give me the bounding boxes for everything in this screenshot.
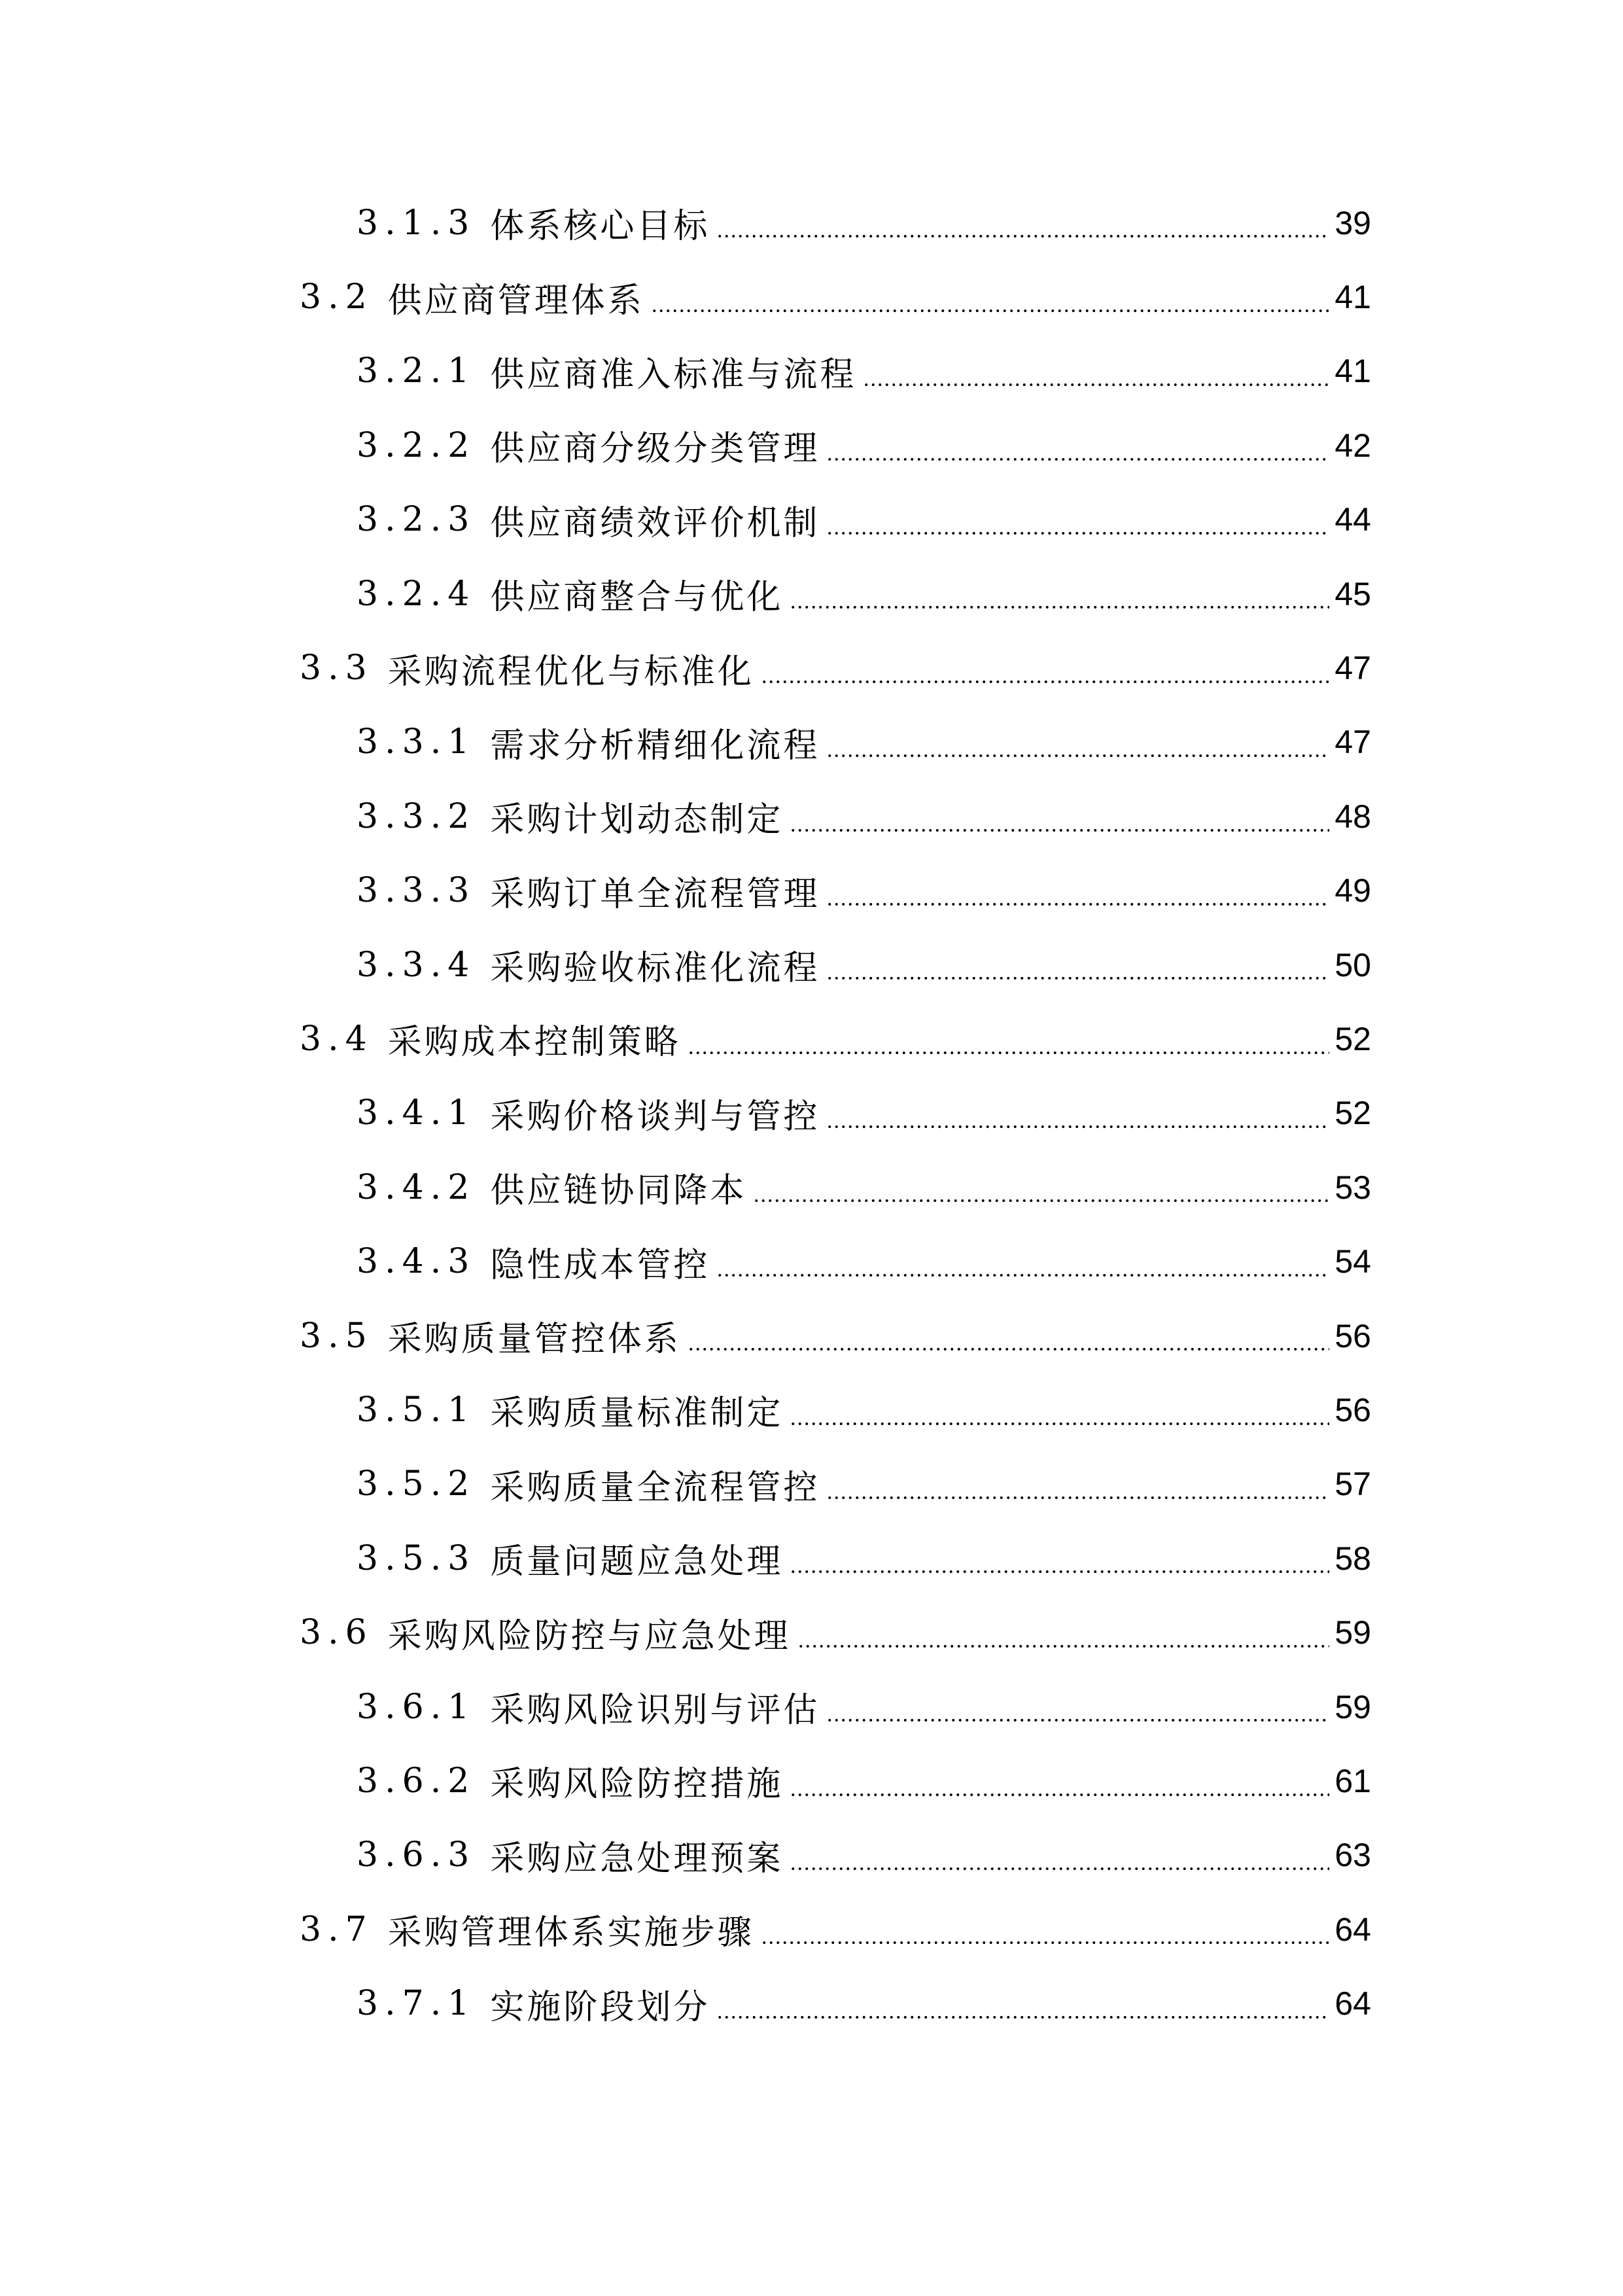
toc-entry-number: 3.2.1 [357,351,476,391]
toc-entry-page-number: 41 [1335,279,1371,316]
toc-entry[interactable] [0,1670,1623,1744]
toc-entry-title: 采购质量管控体系 [387,1320,681,1360]
toc-entry[interactable] [0,1224,1623,1298]
toc-entry-number: 3.2.2 [357,425,476,465]
toc-entry-number: 3.7 [300,1909,374,1949]
toc-dot-leader [716,2016,1329,2019]
toc-entry-number: 3.7.1 [357,1984,476,2024]
toc-dot-leader [826,1496,1329,1499]
toc-dot-leader [716,235,1329,238]
toc-dot-leader [826,532,1329,535]
toc-entry[interactable] [0,1966,1623,2040]
toc-entry[interactable] [0,334,1623,408]
toc-entry-page-number: 52 [1335,1020,1371,1057]
toc-entry-number: 3.5 [300,1316,374,1356]
toc-dot-leader [790,606,1329,609]
toc-dot-leader [826,1125,1329,1128]
toc-entry-title: 采购订单全流程管理 [490,874,820,914]
toc-entry-page-number: 63 [1335,1837,1371,1874]
toc-entry-page-number: 45 [1335,575,1371,612]
toc-entry-title: 采购应急处理预案 [490,1839,784,1879]
toc-dot-leader [753,1199,1329,1202]
toc-entry-number: 3.3.1 [357,722,476,762]
toc-entry-page-number: 54 [1335,1243,1371,1280]
toc-entry-page-number: 59 [1335,1614,1371,1651]
toc-entry-number: 3.4.1 [357,1093,476,1133]
toc-entry[interactable] [0,483,1623,557]
toc-entry-number: 3.3 [300,648,374,688]
toc-entry-title: 采购验收标准化流程 [490,949,820,989]
toc-entry[interactable] [0,1002,1623,1076]
toc-entry-number: 3.6.2 [357,1761,476,1801]
toc-entry-title: 供应商整合与优化 [490,578,784,618]
toc-entry[interactable] [0,854,1623,928]
toc-entry[interactable] [0,1595,1623,1669]
toc-entry-title: 采购计划动态制定 [490,800,784,840]
toc-entry-page-number: 42 [1335,427,1371,464]
toc-entry-page-number: 50 [1335,946,1371,983]
toc-dot-leader [826,903,1329,906]
toc-entry[interactable] [0,260,1623,334]
toc-entry-page-number: 47 [1335,650,1371,687]
toc-entry[interactable] [0,1744,1623,1818]
table-of-contents [0,186,1623,2041]
toc-dot-leader [790,1422,1329,1425]
toc-dot-leader [716,1274,1329,1277]
toc-entry-page-number: 58 [1335,1540,1371,1577]
toc-entry-title: 采购流程优化与标准化 [387,652,754,692]
toc-entry-title: 供应商分级分类管理 [490,429,820,469]
toc-dot-leader [790,1793,1329,1796]
toc-dot-leader [688,1348,1330,1351]
toc-entry-page-number: 52 [1335,1095,1371,1132]
toc-entry-page-number: 64 [1335,1985,1371,2022]
toc-entry-page-number: 56 [1335,1317,1371,1354]
toc-entry-number: 3.4 [300,1019,374,1059]
toc-entry-number: 3.5.2 [357,1464,476,1504]
toc-entry-title: 采购质量全流程管控 [490,1468,820,1508]
toc-entry-number: 3.1.3 [357,203,476,243]
toc-entry-title: 供应商准入标准与流程 [490,355,857,395]
toc-dot-leader [761,1941,1330,1944]
toc-dot-leader [790,1570,1329,1573]
toc-entry-title: 采购风险防控与应急处理 [387,1616,791,1656]
toc-entry-title: 实施阶段划分 [490,1987,710,2027]
toc-entry-page-number: 47 [1335,724,1371,761]
toc-dot-leader [826,754,1329,757]
toc-dot-leader [790,829,1329,832]
toc-entry-title: 供应商绩效评价机制 [490,503,820,543]
toc-entry[interactable] [0,705,1623,779]
toc-entry-number: 3.2.3 [357,500,476,540]
toc-dot-leader [790,1867,1329,1870]
toc-entry[interactable] [0,1373,1623,1447]
toc-entry-page-number: 41 [1335,353,1371,390]
toc-entry-page-number: 39 [1335,204,1371,241]
toc-entry[interactable] [0,408,1623,482]
toc-entry-title: 供应链协同降本 [490,1171,747,1211]
toc-entry-number: 3.2.4 [357,574,476,614]
toc-entry[interactable] [0,1521,1623,1595]
toc-entry-number: 3.3.2 [357,796,476,836]
toc-entry-number: 3.4.3 [357,1242,476,1282]
toc-entry[interactable] [0,1076,1623,1150]
toc-entry[interactable] [0,928,1623,1002]
toc-entry-title: 需求分析精细化流程 [490,726,820,766]
toc-entry[interactable] [0,1447,1623,1521]
toc-entry-number: 3.6.1 [357,1687,476,1727]
toc-entry[interactable] [0,557,1623,631]
toc-entry[interactable] [0,1892,1623,1966]
toc-dot-leader [826,1719,1329,1722]
toc-entry-page-number: 49 [1335,872,1371,910]
toc-dot-leader [688,1051,1330,1054]
toc-entry-page-number: 57 [1335,1466,1371,1503]
toc-entry-title: 采购价格谈判与管控 [490,1097,820,1137]
toc-entry[interactable] [0,1818,1623,1892]
toc-entry-number: 3.4.2 [357,1167,476,1207]
toc-entry-page-number: 59 [1335,1688,1371,1725]
toc-entry-title: 采购风险识别与评估 [490,1691,820,1730]
toc-entry-page-number: 61 [1335,1762,1371,1799]
toc-entry-page-number: 64 [1335,1911,1371,1948]
toc-entry-title: 采购质量标准制定 [490,1394,784,1434]
toc-entry-title: 质量问题应急处理 [490,1542,784,1582]
toc-entry-number: 3.3.4 [357,945,476,985]
toc-entry[interactable] [0,631,1623,705]
toc-dot-leader [797,1645,1330,1648]
toc-entry[interactable] [0,1150,1623,1224]
toc-entry-number: 3.5.3 [357,1538,476,1578]
toc-entry-page-number: 44 [1335,501,1371,539]
toc-entry-number: 3.3.3 [357,871,476,911]
toc-dot-leader [651,309,1330,312]
toc-entry-title: 采购管理体系实施步骤 [387,1913,754,1953]
toc-entry-title: 采购成本控制策略 [387,1023,681,1063]
toc-entry-number: 3.6 [300,1613,374,1653]
toc-entry-page-number: 48 [1335,798,1371,835]
toc-entry-title: 体系核心目标 [490,207,710,247]
toc-entry-title: 隐性成本管控 [490,1245,710,1285]
toc-dot-leader [826,977,1329,980]
toc-entry-page-number: 56 [1335,1391,1371,1428]
toc-entry-title: 采购风险防控措施 [490,1765,784,1805]
toc-dot-leader [863,383,1329,386]
toc-entry[interactable] [0,186,1623,260]
toc-dot-leader [826,458,1329,461]
toc-entry-page-number: 53 [1335,1169,1371,1206]
toc-entry-number: 3.5.1 [357,1390,476,1430]
toc-entry-number: 3.6.3 [357,1835,476,1875]
toc-entry[interactable] [0,779,1623,853]
toc-entry[interactable] [0,1299,1623,1373]
toc-dot-leader [761,680,1330,683]
toc-entry-number: 3.2 [300,277,374,317]
toc-entry-title: 供应商管理体系 [387,281,644,321]
